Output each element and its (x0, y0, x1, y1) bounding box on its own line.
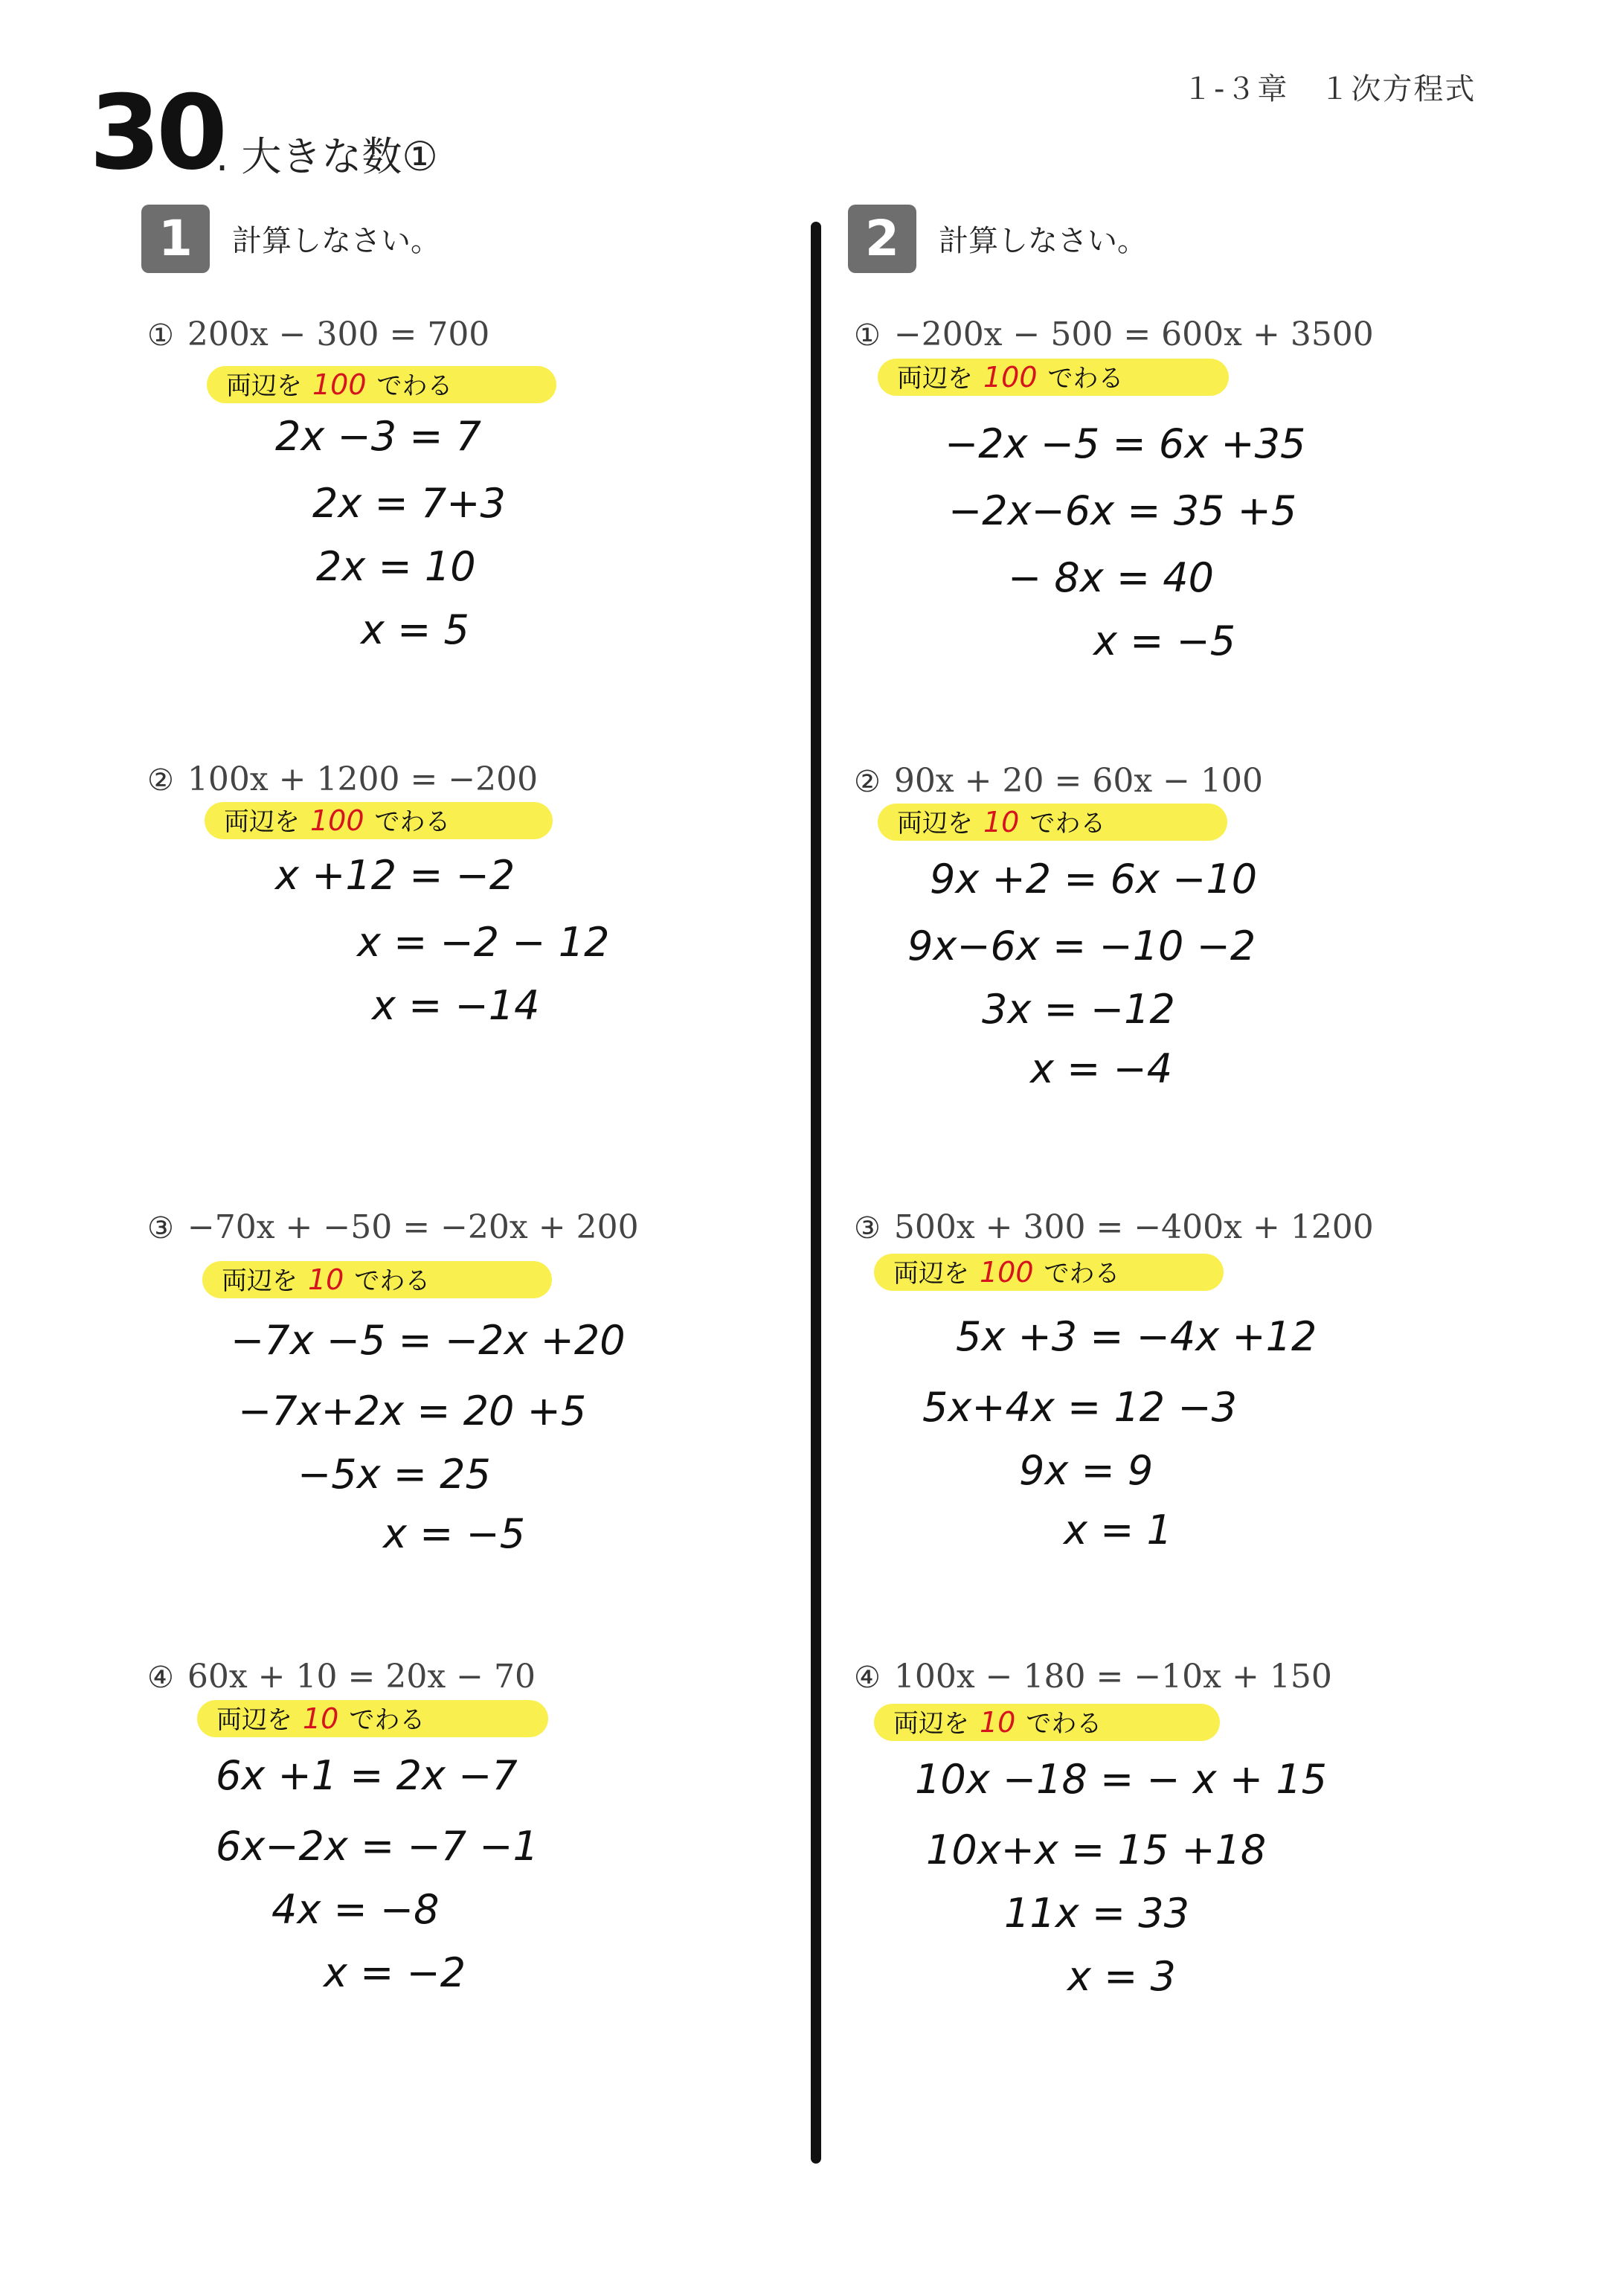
solution-step: 9x = 9 (1019, 1447, 1154, 1494)
highlighted-note (874, 1704, 1220, 1741)
solution-step: 5x +3 = −4x +12 (956, 1313, 1317, 1360)
note-suffix: でわる (1026, 1709, 1102, 1739)
solution-step: 10x+x = 15 +18 (926, 1827, 1267, 1873)
note-divisor: 10 (308, 1263, 344, 1296)
solution-step: x = −4 (1030, 1045, 1173, 1092)
solution-step: x +12 = −2 (275, 852, 515, 899)
problem-equation (147, 1658, 536, 1696)
problem-marker: ② (147, 763, 174, 798)
solution-step: x = −5 (383, 1510, 526, 1557)
solution-step: 11x = 33 (1004, 1890, 1189, 1937)
solution-step: 3x = −12 (982, 986, 1175, 1033)
note-divisor: 10 (980, 1706, 1016, 1739)
solution-step: 2x = 7+3 (312, 480, 506, 527)
equation-text: 200x − 300 = 700 (187, 315, 490, 353)
problem-equation (147, 1208, 639, 1246)
problem-marker: ③ (854, 1211, 881, 1245)
equation-text: −70x + −50 = −20x + 200 (187, 1208, 639, 1246)
highlighted-note (878, 804, 1227, 841)
section-1-badge: 1 (141, 205, 210, 273)
solution-step: −7x −5 = −2x +20 (231, 1317, 626, 1364)
problem-marker: ③ (147, 1211, 174, 1245)
solution-step: x = −5 (1093, 618, 1236, 664)
solution-step: 9x−6x = −10 −2 (907, 923, 1256, 969)
note-prefix: 両辺を (897, 364, 973, 394)
highlighted-note (205, 802, 553, 839)
problem-equation (147, 760, 538, 798)
highlighted-note (202, 1261, 552, 1298)
solution-step: x = −14 (372, 982, 540, 1029)
note-divisor: 100 (312, 368, 367, 401)
solution-step: 6x +1 = 2x −7 (216, 1752, 518, 1799)
note-prefix: 両辺を (224, 807, 300, 837)
solution-step: 4x = −8 (271, 1886, 440, 1933)
problem-marker: ① (854, 318, 881, 353)
note-divisor: 100 (983, 361, 1038, 394)
solution-step: −5x = 25 (298, 1451, 491, 1498)
problem-marker: ④ (854, 1661, 881, 1695)
solution-step: −2x −5 = 6x +35 (945, 420, 1306, 467)
note-suffix: でわる (1029, 809, 1106, 838)
note-prefix: 両辺を (897, 809, 973, 838)
highlighted-note (878, 359, 1229, 396)
problem-marker: ④ (147, 1661, 174, 1695)
solution-step: 2x −3 = 7 (275, 413, 482, 460)
worksheet-number: 30 (89, 73, 224, 193)
solution-step: − 8x = 40 (1008, 554, 1215, 601)
chapter-label: １-３章 １次方程式 (1183, 72, 1476, 106)
solution-step: x = 1 (1064, 1507, 1172, 1553)
note-prefix: 両辺を (222, 1266, 298, 1296)
problem-equation (147, 315, 489, 353)
note-suffix: でわる (374, 807, 451, 837)
solution-step: 10x −18 = − x + 15 (915, 1756, 1328, 1803)
note-prefix: 両辺を (893, 1259, 969, 1289)
solution-step: 6x−2x = −7 −1 (216, 1823, 539, 1870)
solution-step: 2x = 10 (316, 543, 476, 590)
solution-step: x = 3 (1067, 1953, 1176, 2000)
problem-equation (854, 1658, 1332, 1696)
equation-text: 100x − 180 = −10x + 150 (893, 1658, 1332, 1696)
solution-step: x = 5 (361, 606, 469, 653)
equation-text: −200x − 500 = 600x + 3500 (893, 315, 1374, 353)
problem-equation (854, 762, 1263, 800)
note-suffix: でわる (354, 1266, 431, 1296)
note-prefix: 両辺を (216, 1705, 292, 1735)
note-divisor: 100 (310, 804, 364, 837)
solution-step: −7x+2x = 20 +5 (238, 1388, 587, 1434)
note-suffix: でわる (1044, 1259, 1120, 1289)
solution-step: 9x +2 = 6x −10 (930, 856, 1258, 902)
solution-step: x = −2 − 12 (357, 919, 610, 966)
worksheet-title: . 大きな数① (216, 133, 438, 180)
problem-equation (854, 315, 1374, 353)
problem-equation (854, 1208, 1374, 1246)
note-suffix: でわる (1047, 364, 1124, 394)
note-divisor: 10 (303, 1702, 339, 1735)
note-divisor: 100 (980, 1256, 1034, 1289)
section-2-instruction: 計算しなさい。 (939, 224, 1147, 258)
note-divisor: 10 (983, 806, 1020, 838)
highlighted-note (207, 366, 556, 403)
problem-marker: ① (147, 318, 174, 353)
equation-text: 90x + 20 = 60x − 100 (893, 762, 1263, 800)
problem-marker: ② (854, 765, 881, 799)
highlighted-note (197, 1700, 548, 1737)
note-suffix: でわる (349, 1705, 425, 1735)
equation-text: 500x + 300 = −400x + 1200 (893, 1208, 1374, 1246)
note-suffix: でわる (376, 371, 453, 401)
section-1-instruction: 計算しなさい。 (232, 224, 440, 258)
column-divider (811, 222, 821, 2164)
solution-step: 5x+4x = 12 −3 (922, 1384, 1237, 1431)
note-prefix: 両辺を (226, 371, 302, 401)
solution-step: −2x−6x = 35 +5 (948, 487, 1297, 534)
equation-text: 100x + 1200 = −200 (187, 760, 539, 798)
section-2-badge: 2 (848, 205, 916, 273)
note-prefix: 両辺を (893, 1709, 969, 1739)
equation-text: 60x + 10 = 20x − 70 (187, 1658, 536, 1696)
solution-step: x = −2 (324, 1949, 466, 1996)
highlighted-note (874, 1254, 1224, 1291)
